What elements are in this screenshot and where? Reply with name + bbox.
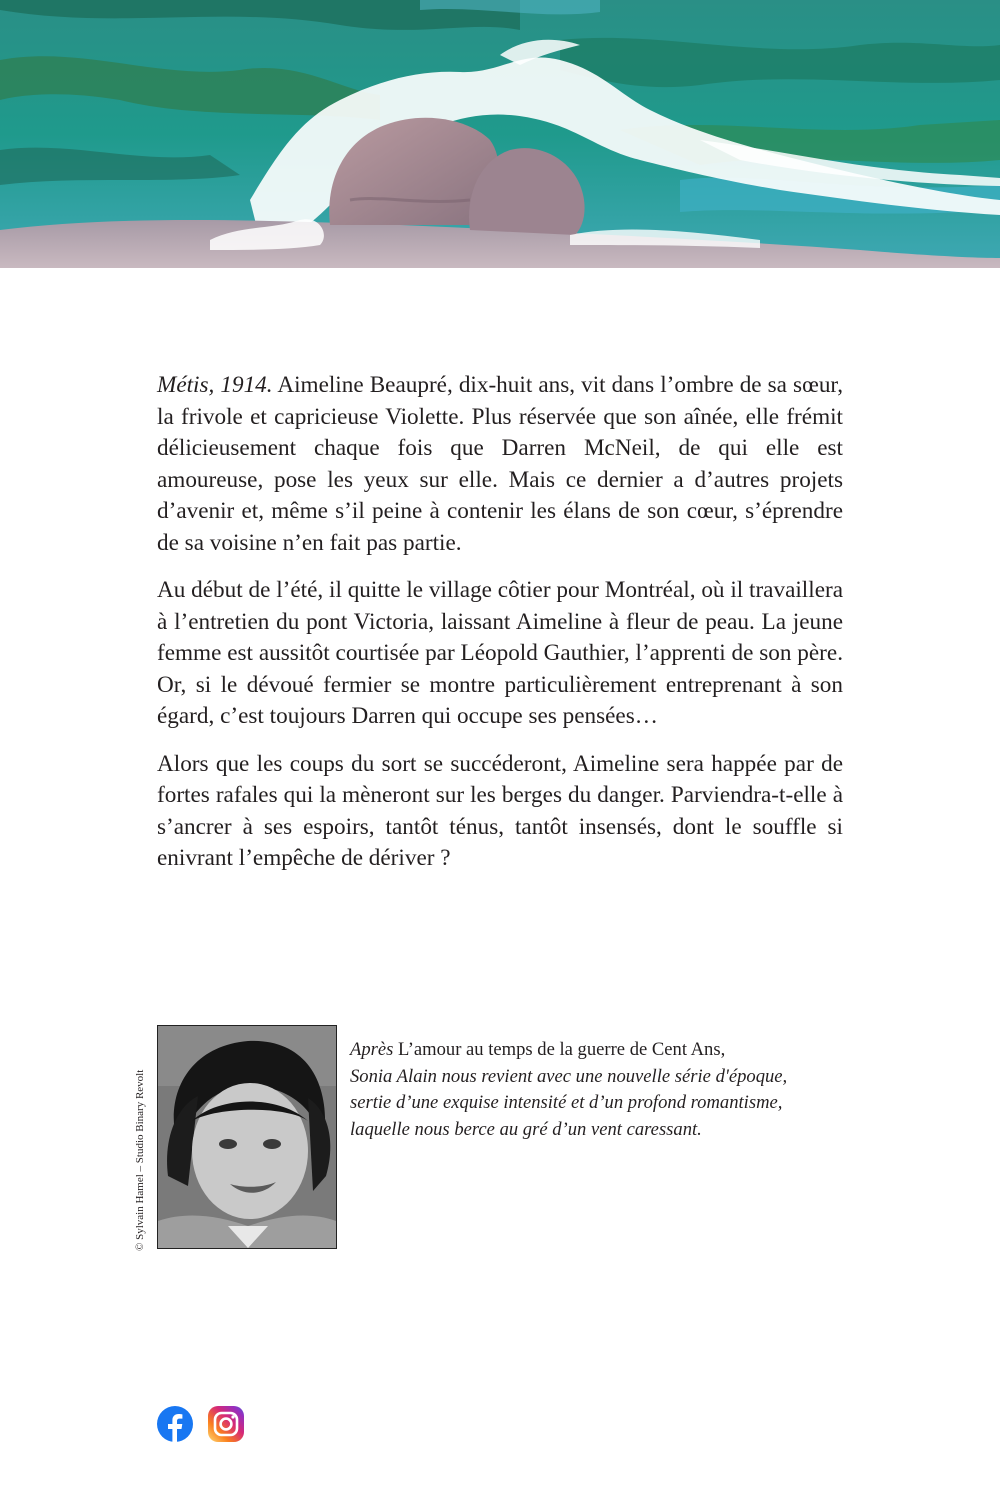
synopsis-paragraph-1-text: Aimeline Beaupré, dix-huit ans, vit dans l’ombre de sa sœur, la frivole et capricieuse Violette. Plus réservée que son aînée, elle frémit délicieusement chaque fois que Darren McNeil, de qui elle est amoureuse, pose les yeux sur elle. Mais ce dernier a d’autres projets d’avenir et, même s’il peine à contenir les élans de son cœur, s’éprendre de sa voisine n’en fait pas partie. [157, 372, 844, 556]
sea-wave-illustration [0, 0, 1000, 268]
author-note-line-1 [350, 1037, 850, 1064]
synopsis [157, 370, 843, 875]
author-note-line-3: sertie d’une exquise intensité et d’un profond romantisme, [350, 1092, 783, 1113]
author-portrait-image [158, 1026, 336, 1248]
instagram-icon[interactable] [207, 1405, 245, 1443]
author-note [350, 1037, 850, 1143]
synopsis-paragraph-3: Alors que les coups du sort se succéderont, Aimeline sera happée par de fortes rafales qui la mèneront sur les berges du danger. Parviendra-t-elle à s’ancrer à ses espoirs, tantôt ténus, tantôt insensés, dont le souffle si enivrant l’empêche de dériver ? [157, 750, 843, 871]
synopsis-lead: Métis, 1914. [157, 372, 273, 398]
author-note-line-4: laquelle nous berce au gré d’un vent caressant. [350, 1118, 702, 1140]
synopsis-paragraph-2: Au début de l’été, il quitte le village côtier pour Montréal, où il travaillera à l’entretien du pont Victoria, laissant Aimeline à fleur de peau. La jeune femme est aussitôt courtisée par Léopold Gauthier, l’apprenti de son père. Or, si le dévoué fermier se montre particulièrement entreprenant à son égard, c’est toujours Darren qui occupe ses pensées… [157, 577, 843, 729]
author-photo [157, 1025, 337, 1249]
photo-credit: © Sylvain Hamel – Studio Binary Revolt [134, 1069, 146, 1251]
watercolor-banner [0, 0, 1000, 268]
author-note-apres: Après [350, 1039, 394, 1060]
author-note-previous-title: L’amour au temps de la guerre de Cent Ans, [393, 1039, 726, 1060]
facebook-icon[interactable] [156, 1405, 194, 1443]
synopsis-paragraph-1 [157, 370, 843, 559]
author-note-line-2: Sonia Alain nous revient avec une nouvelle série d'époque, [350, 1065, 788, 1087]
